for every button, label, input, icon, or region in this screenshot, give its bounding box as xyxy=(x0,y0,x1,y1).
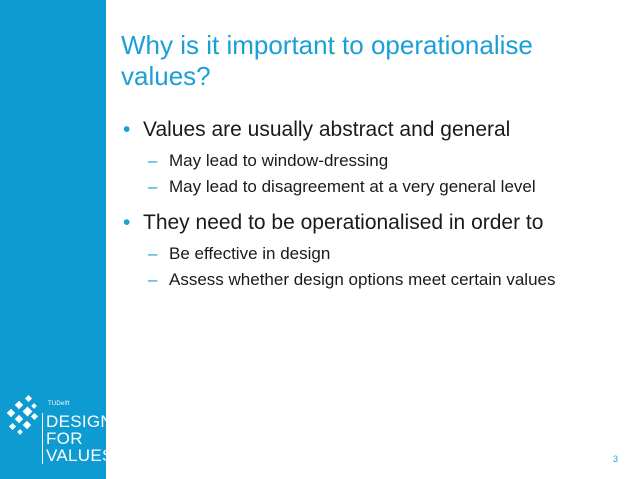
bullet-item xyxy=(121,211,611,235)
sub-bullet-text: Assess whether design options meet certain values xyxy=(169,270,556,289)
sub-bullet-dash-icon: – xyxy=(148,270,158,289)
logo-organisation-text: TUDelft xyxy=(48,401,70,407)
bullet-dot-icon: • xyxy=(123,211,131,234)
sub-bullet-text: May lead to disagreement at a very general level xyxy=(169,177,536,196)
bullet-text: Values are usually abstract and general xyxy=(143,118,511,141)
page-number: 3 xyxy=(612,454,618,464)
slide-body xyxy=(121,118,611,290)
logo-line-for: FOR xyxy=(46,429,83,448)
sub-bullet-dash-icon: – xyxy=(148,177,158,196)
sub-bullet-text: May lead to window-dressing xyxy=(169,151,389,170)
bullet-item xyxy=(121,118,611,142)
sub-bullet-item xyxy=(121,244,611,264)
sub-bullet-item xyxy=(121,270,611,290)
slide-title: Why is it important to operationalise values? xyxy=(121,30,533,91)
sub-bullet-item xyxy=(121,177,611,197)
logo-line-values: VALUES xyxy=(46,446,114,465)
logo-wordmark xyxy=(42,413,114,464)
sub-bullet-dash-icon: – xyxy=(148,151,158,170)
sub-bullet-item xyxy=(121,151,611,171)
sub-bullet-dash-icon: – xyxy=(148,244,158,263)
bullet-text: They need to be operationalised in order to xyxy=(143,211,544,234)
sub-bullet-text: Be effective in design xyxy=(169,244,331,263)
bullet-dot-icon: • xyxy=(123,118,131,141)
logo-line-design: DESIGN xyxy=(46,412,113,431)
